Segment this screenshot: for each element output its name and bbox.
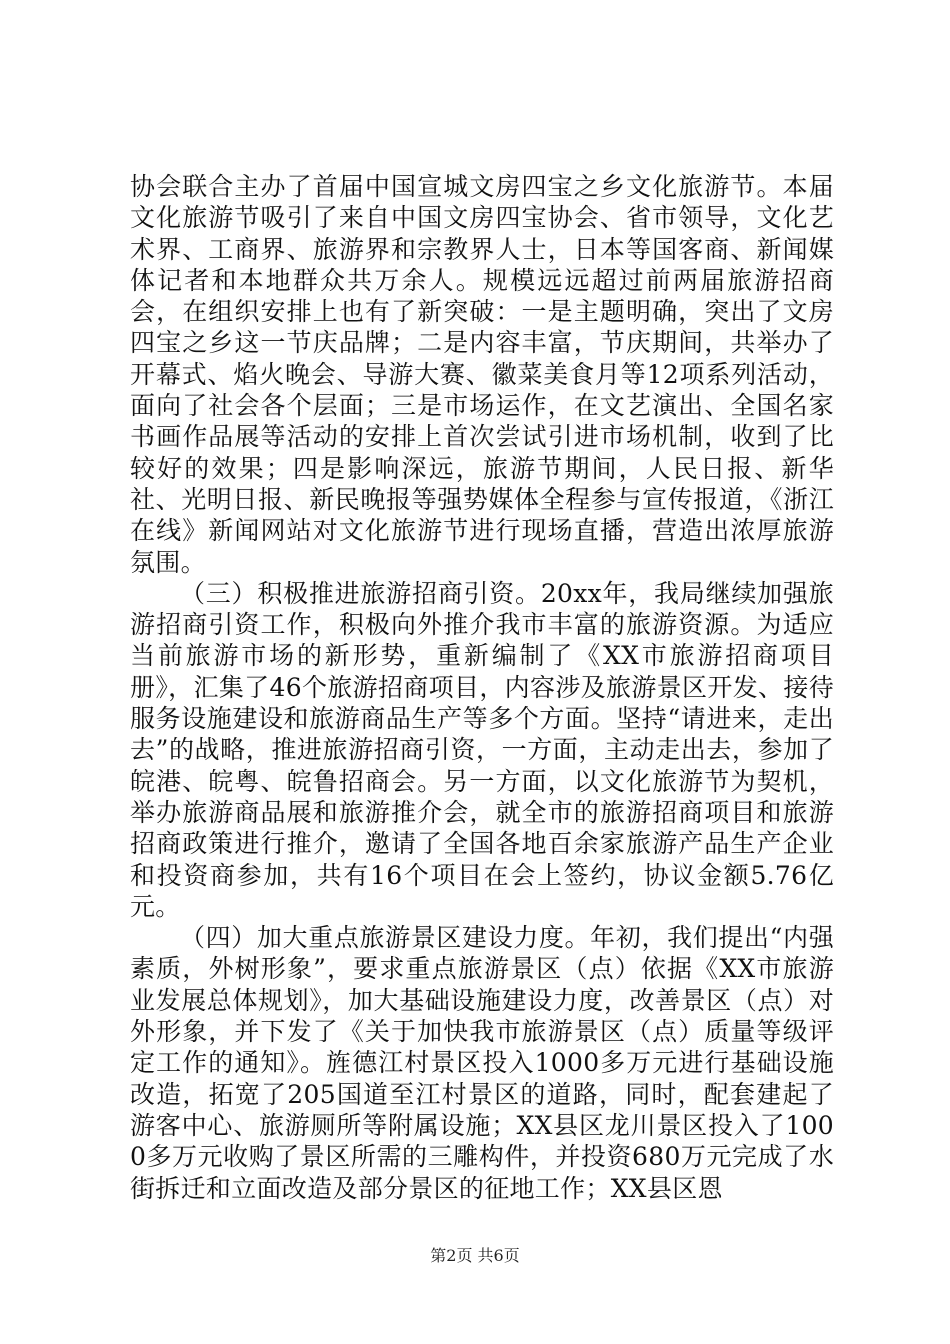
- page-number-footer: 第2页 共6页: [430, 1246, 520, 1265]
- paragraph-festival-summary: 协会联合主办了首届中国宣城文房四宝之乡文化旅游节。本届文化旅游节吸引了来自中国文房四宝协会、省市领导，文化艺术界、工商界、旅游界和宗教界人士，日本等国客商、新闻媒体记者和本地群众共万余人。规模远远超过前两届旅游招商会，在组织安排上也有了新突破：一是主题明确，突出了文房四宝之乡这一节庆品牌；二是内容丰富，节庆期间，共举办了开幕式、焰火晚会、导游大赛、徽菜美食月等12项系列活动，面向了社会各个层面；三是市场运作，在文艺演出、全国名家书画作品展等活动的安排上首次尝试引进市场机制，收到了比较好的效果；四是影响深远，旅游节期间，人民日报、新华社、光明日报、新民晚报等强势媒体全程参与宣传报道，《浙江在线》新闻网站对文化旅游节进行现场直播，营造出浓厚旅游氛围。: [130, 172, 834, 577]
- paragraph-scenic-area-construction: （四）加大重点旅游景区建设力度。年初，我们提出“内强素质，外树形象”，要求重点旅游景区（点）依据《XX市旅游业发展总体规划》，加大基础设施建设力度，改善景区（点）对外形象，并下发了《关于加快我市旅游景区（点）质量等级评定工作的通知》。旌德江村景区投入1000多万元进行基础设施改造，拓宽了205国道至江村景区的道路，同时，配套建起了游客中心、旅游厕所等附属设施；XX县区龙川景区投入了1000多万元收购了景区所需的三雕构件，并投资680万元完成了水街拆迁和立面改造及部分景区的征地工作；XX县区恩: [130, 923, 834, 1203]
- document-body: [130, 171, 834, 1204]
- paragraph-investment-promotion: （三）积极推进旅游招商引资。20xx年，我局继续加强旅游招商引资工作，积极向外推介我市丰富的旅游资源。为适应当前旅游市场的新形势，重新编制了《XX市旅游招商项目册》，汇集了46个旅游招商项目，内容涉及旅游景区开发、接待服务设施建设和旅游商品生产等多个方面。坚持“请进来，走出去”的战略，推进旅游招商引资，一方面，主动走出去，参加了皖港、皖粤、皖鲁招商会。另一方面，以文化旅游节为契机，举办旅游商品展和旅游推介会，就全市的旅游招商项目和旅游招商政策进行推介，邀请了全国各地百余家旅游产品生产企业和投资商参加，共有16个项目在会上签约，协议金额5.76亿元。: [130, 578, 834, 921]
